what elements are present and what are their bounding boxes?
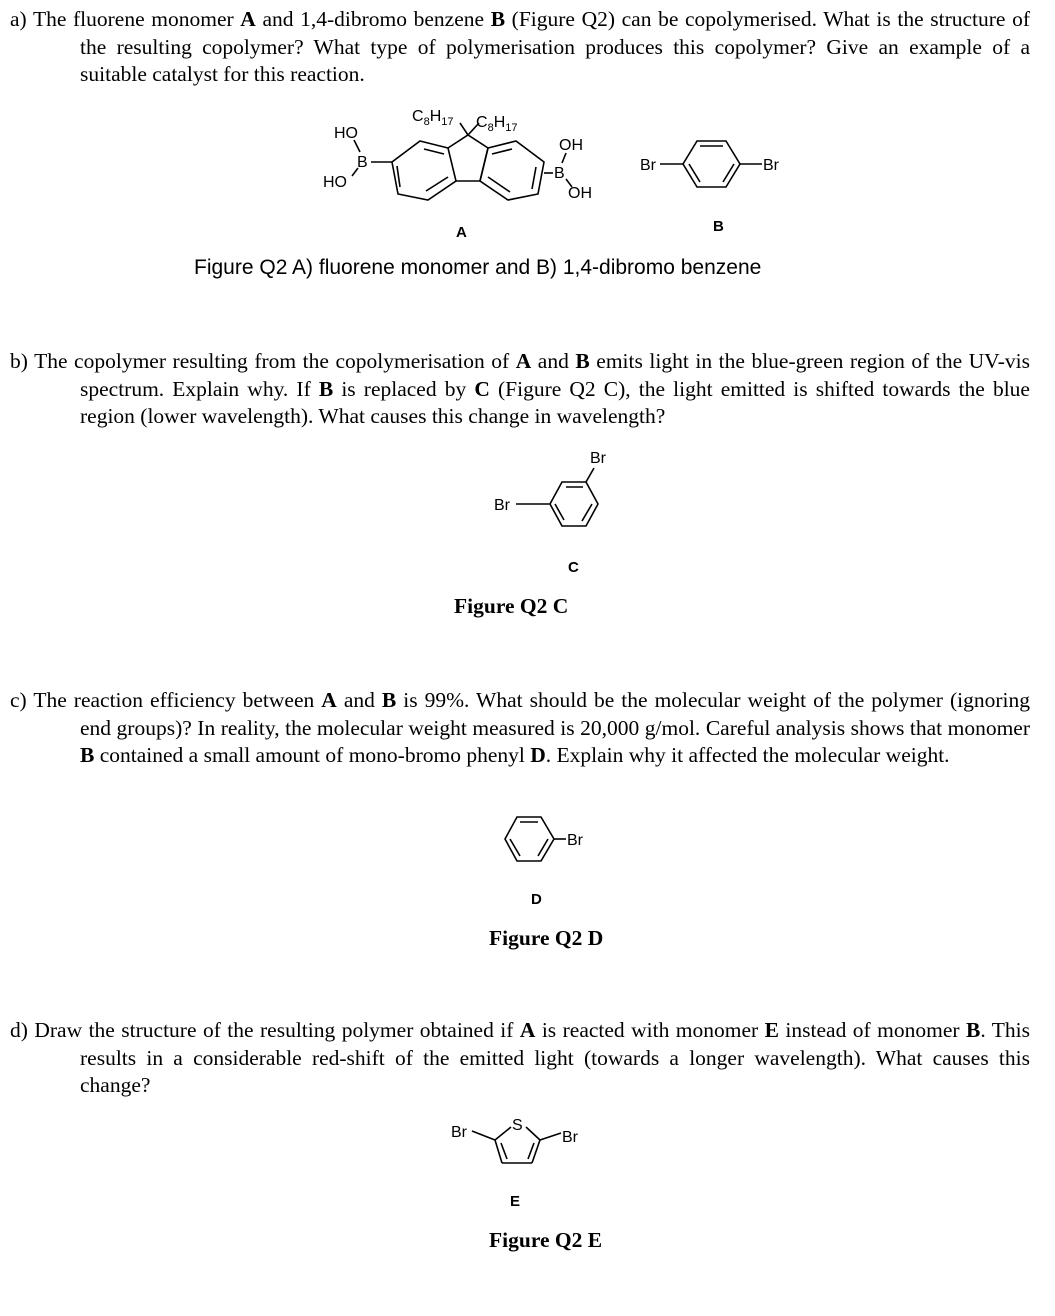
c-benzene-ring: [550, 482, 598, 526]
question-d-text-2: is reacted with monomer: [535, 1018, 765, 1042]
b-bromine-left: Br: [640, 157, 656, 174]
label-compound-d: D: [531, 891, 542, 908]
label-monomer-c: C: [568, 559, 579, 576]
question-a-monomer-a: A: [240, 7, 256, 31]
question-b-text-2: and: [531, 349, 576, 373]
e-c-br-bond-right: [540, 1133, 561, 1140]
thiophene-double-2: [528, 1143, 534, 1159]
b-benzene-ring: [683, 141, 740, 187]
figure-e-structure: [0, 1110, 1055, 1220]
question-a-text-2: and 1,4-dibromo benzene: [255, 7, 491, 31]
question-b-text-3: emits light in the blue-green region of the UV-vis spectrum. Explain why. If: [80, 349, 1030, 401]
left-ho-bottom: HO: [323, 174, 347, 191]
question-d-monomer-a: A: [519, 1018, 536, 1042]
e-sulfur-atom: S: [512, 1117, 523, 1134]
question-b-monomer-c: C: [474, 376, 490, 401]
left-boron-atom: B: [357, 154, 368, 171]
right-oh-top: OH: [559, 137, 583, 154]
e-c-br-bond-left: [472, 1131, 495, 1140]
question-c-text-5: . Explain why it affected the molecular weight.: [545, 743, 950, 767]
c-ring-double-3: [555, 504, 564, 520]
fluorene-right-ring-double-2: [532, 167, 536, 189]
c-bromine-top: Br: [590, 450, 606, 467]
question-b-monomer-a: A: [515, 349, 532, 373]
label-monomer-b: B: [713, 218, 724, 235]
question-b-text-5: (Figure Q2 C), the light emitted is shifted towards the blue region (lower wavelength). What causes this change in wavelength?: [80, 376, 1030, 428]
c8h17-right-label: $C_8H_{17}$: [476, 114, 518, 134]
question-b-monomer-b-2: B: [318, 376, 334, 401]
question-d-monomer-e: E: [764, 1018, 779, 1042]
c9-bond-left: [460, 123, 468, 135]
question-c-monomer-b: B: [381, 688, 397, 712]
question-a-text-3: (Figure Q2) can be copolymerised. What is the structure of the resulting copolymer? What type of polymerisation produces this copolymer? Give an example of a suitable catalyst for this reaction.: [80, 7, 1031, 86]
d-ring-double-2: [538, 839, 548, 856]
figure-q2-structures: [0, 95, 1055, 250]
c-bromine-left: Br: [494, 497, 510, 514]
question-c-monomer-a: A: [321, 688, 337, 712]
question-b-text-1: The copolymer resulting from the copolymerisation of: [34, 349, 516, 373]
question-c-compound-d: D: [530, 743, 546, 767]
question-a-text-1: The fluorene monomer: [32, 7, 241, 31]
question-c: [10, 687, 1030, 770]
thiophene-double-1: [501, 1143, 507, 1159]
question-b-label: b): [10, 349, 28, 373]
question-d-monomer-b: B: [965, 1018, 981, 1042]
figure-c-structure: [0, 440, 1055, 580]
question-a: [10, 6, 1030, 89]
e-bromine-right: Br: [562, 1129, 578, 1146]
question-b-text-4: is replaced by: [333, 376, 475, 401]
thiophene-s-c5-bond: [526, 1127, 540, 1140]
left-b-oh-bond-bottom: [352, 168, 358, 176]
figure-e-caption: Figure Q2 E: [489, 1228, 603, 1252]
question-a-label: a): [10, 7, 27, 31]
fluorene-left-ring-double-3: [397, 166, 400, 187]
fluorene-right-ring-double-1: [492, 149, 512, 154]
question-d-text-1: Draw the structure of the resulting polymer obtained if: [34, 1018, 520, 1042]
figure-d-structure: [0, 805, 1055, 915]
e-bromine-left: Br: [451, 1124, 467, 1141]
question-c-text-2: and: [336, 688, 382, 712]
fluorene-right-ring-double-3: [488, 177, 510, 192]
label-monomer-a: A: [456, 224, 467, 241]
question-c-text-4: contained a small amount of mono-bromo phenyl: [94, 743, 531, 767]
fluorene-left-ring-double-1: [424, 149, 444, 154]
d-ring-double-3: [510, 839, 520, 856]
question-d-text-4: . This results in a considerable red-shift of the emitted light (towards a longer wavelength). What causes this change?: [80, 1018, 1030, 1097]
question-c-text-1: The reaction efficiency between: [33, 688, 322, 712]
right-oh-bottom: OH: [568, 185, 592, 202]
label-monomer-e: E: [510, 1193, 521, 1210]
b-bromine-right: Br: [763, 157, 779, 174]
question-c-monomer-b-2: B: [80, 743, 95, 767]
question-c-label: c): [10, 688, 27, 712]
question-d-label: d): [10, 1018, 28, 1042]
c-c-br-bond-top: [586, 468, 594, 482]
d-bromine: Br: [567, 832, 583, 849]
question-b: [10, 348, 1030, 431]
question-b-monomer-b: B: [575, 349, 590, 373]
figure-q2-caption: Figure Q2 A) fluorene monomer and B) 1,4-dibromo benzene: [194, 256, 762, 279]
fluorene-right-ring: [480, 141, 544, 200]
d-benzene-ring: [505, 817, 554, 861]
question-d: [10, 1017, 1030, 1100]
c8h17-left-label: $C_8H_{17}$: [412, 108, 454, 128]
figure-c-caption: Figure Q2 C: [454, 594, 569, 618]
b-ring-double-3: [689, 164, 700, 182]
left-ho-top: HO: [334, 125, 358, 142]
right-b-oh-bond-top: [562, 153, 566, 163]
b-ring-double-2: [723, 164, 734, 182]
figure-d-caption: Figure Q2 D: [489, 926, 604, 950]
question-d-text-3: instead of monomer: [778, 1018, 966, 1042]
thiophene-s-c2-bond: [495, 1127, 511, 1140]
right-boron-atom: B: [554, 165, 565, 182]
question-c-text-3: is 99%. What should be the molecular weight of the polymer (ignoring end groups)? In reality, the molecular weight measured is 20,000 g/mol. Careful analysis shows that monomer: [80, 688, 1030, 740]
fluorene-left-ring: [392, 141, 456, 200]
question-a-monomer-b: B: [490, 7, 506, 31]
